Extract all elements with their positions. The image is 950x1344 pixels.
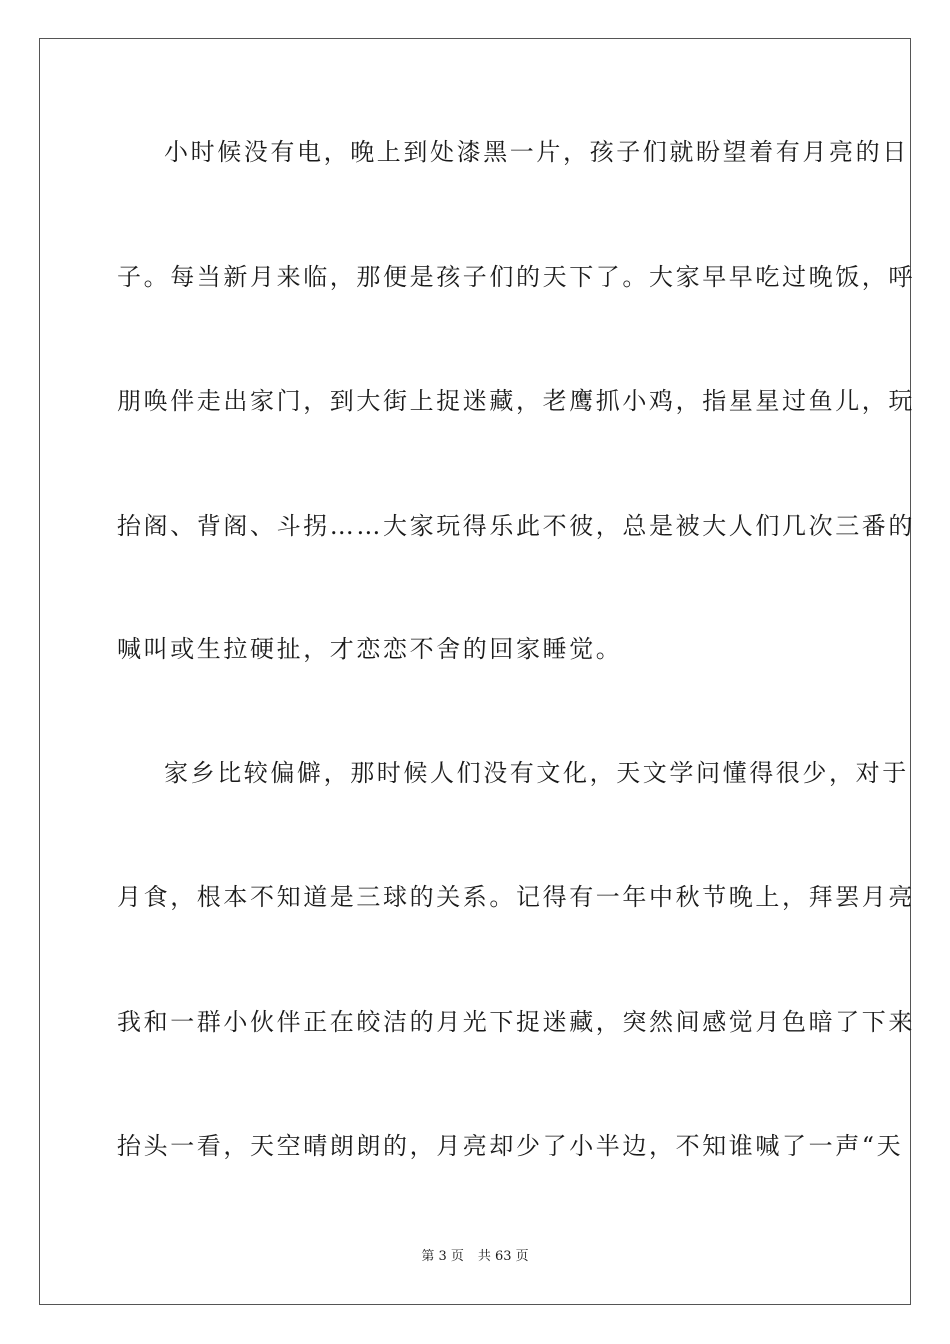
paragraph-2-line-2: 月食，根本不知道是三球的关系。记得有一年中秋节晚上，拜罢月亮 [117,883,915,911]
paragraph-2-line-1: 家乡比较偏僻，那时候人们没有文化，天文学问懂得很少，对于 [164,759,909,787]
paragraph-1-line-4: 抬阁、背阁、斗拐……大家玩得乐此不彼，总是被大人们几次三番的 [117,512,915,540]
paragraph-1-line-3: 朋唤伴走出家门，到大街上捉迷藏，老鹰抓小鸡，指星星过鱼儿，玩 [117,387,915,415]
paragraph-1-line-1: 小时候没有电，晚上到处漆黑一片，孩子们就盼望着有月亮的日 [164,138,909,166]
page-number: 第 3 页 [421,1249,464,1264]
total-pages: 共 63 页 [477,1249,529,1264]
paragraph-2-line-3: 我和一群小伙伴正在皎洁的月光下捉迷藏，突然间感觉月色暗了下来 [117,1008,915,1036]
paragraph-1-line-5: 喊叫或生拉硬扯，才恋恋不舍的回家睡觉。 [117,635,623,663]
page-border [39,38,915,1305]
paragraph-1-line-2: 子。每当新月来临，那便是孩子们的天下了。大家早早吃过晚饭，呼 [117,263,915,291]
page-footer [0,1248,950,1266]
paragraph-2-line-4: 抬头一看，天空晴朗朗的，月亮却少了小半边，不知谁喊了一声“天 [117,1132,904,1160]
